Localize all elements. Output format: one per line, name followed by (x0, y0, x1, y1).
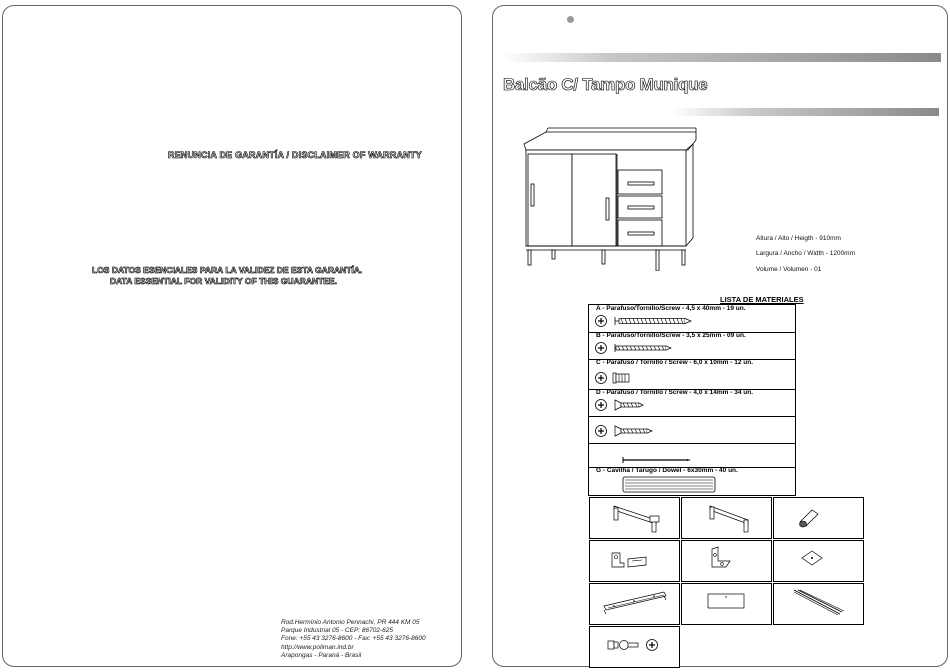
handle-icon (590, 498, 681, 540)
materials-title: LISTA DE MATERIALES (720, 295, 804, 304)
address-line: Fone: +55 43 3276-8600 - Fax: +55 43 3276-8600 (281, 635, 426, 643)
material-label: A - Parafuso/Tornillo/Screw - 4,5 x 40mm - 19 un. (596, 305, 746, 312)
dowel-icon (589, 467, 795, 495)
hardware-cell (589, 583, 680, 625)
material-row (589, 389, 795, 417)
hardware-cell (681, 583, 772, 625)
address-line: Parque Industrial 05 - CEP: 86702-625 (281, 627, 394, 635)
right-page (492, 5, 948, 667)
nail-icon (589, 443, 795, 467)
handle-icon (682, 498, 773, 540)
material-label: G - Cavilha / Tarugo / Dowel - 6x30mm - 40 un. (596, 467, 738, 474)
material-row (589, 467, 795, 495)
address-line: Arapongas - Paraná - Brasil (281, 651, 362, 659)
label-plate-icon (682, 584, 773, 626)
screw-flat-icon (589, 416, 795, 443)
spec-volume: Volume / Volumen - 01 (756, 266, 822, 273)
screw-short-icon (589, 359, 795, 389)
address-line: Rod.Hermínio Antonio Pennachi, PR 444 KM 05 (281, 619, 420, 626)
address-line: http://www.poliman.ind.br (281, 643, 354, 651)
material-row (589, 305, 795, 333)
spec-width: Largura / Ancho / Width - 1200mm (756, 250, 855, 257)
subheader-gradient-bar (673, 108, 939, 116)
header-gradient-bar (503, 53, 941, 62)
product-title: Balcão C/ Tampo Munique (503, 75, 708, 94)
material-label: D - Parafuso / Tornillo / Screw - 4,0 x 14mm - 34 un. (596, 389, 754, 396)
spec-height: Altura / Alto / Heigth - 910mm (756, 235, 841, 242)
hardware-cell (773, 497, 864, 539)
hardware-cell (589, 626, 680, 668)
hardware-cell (589, 540, 680, 582)
screw-medium-icon (589, 332, 795, 359)
material-row (589, 332, 795, 360)
minifix-icon (590, 627, 681, 669)
material-label: C - Parafuso / Tornillo / Screw - 6,0 x 10mm - 12 un. (596, 359, 754, 366)
corner-bracket-icon (682, 541, 773, 583)
drawer-slide-icon (590, 584, 681, 626)
material-row (589, 443, 795, 468)
essential-data-line-1: LOS DATOS ESENCIALES PARA LA VALIDEZ DE ESTA GARANTÍA. (92, 265, 363, 275)
material-row (589, 416, 795, 444)
screw-small-icon (589, 389, 795, 416)
hardware-grid (589, 497, 865, 668)
cabinet-illustration (518, 126, 698, 271)
square-plate-icon (774, 541, 865, 583)
door-stopper-icon (774, 498, 865, 540)
hardware-cell (773, 540, 864, 582)
essential-data-line-2: DATA ESSENTIAL FOR VALIDITY OF THIS GUARANTEE. (110, 276, 337, 286)
left-page (2, 5, 462, 667)
hardware-cell (681, 540, 772, 582)
rail-icon (774, 584, 865, 626)
material-label: B - Parafuso/Tornillo/Screw - 3,5 x 25mm - 09 un. (596, 332, 746, 339)
binder-hole-icon (567, 16, 574, 23)
hardware-cell (773, 583, 864, 625)
screw-long-icon (589, 305, 795, 332)
materials-list (588, 304, 796, 496)
hardware-cell (681, 497, 772, 539)
disclaimer-title: RENUNCIA DE GARANTÍA / DISCLAIMER OF WARRANTY (168, 150, 422, 160)
hardware-cell (589, 497, 680, 539)
material-row (589, 359, 795, 390)
company-address (281, 619, 426, 660)
hinge-icon (590, 541, 681, 583)
